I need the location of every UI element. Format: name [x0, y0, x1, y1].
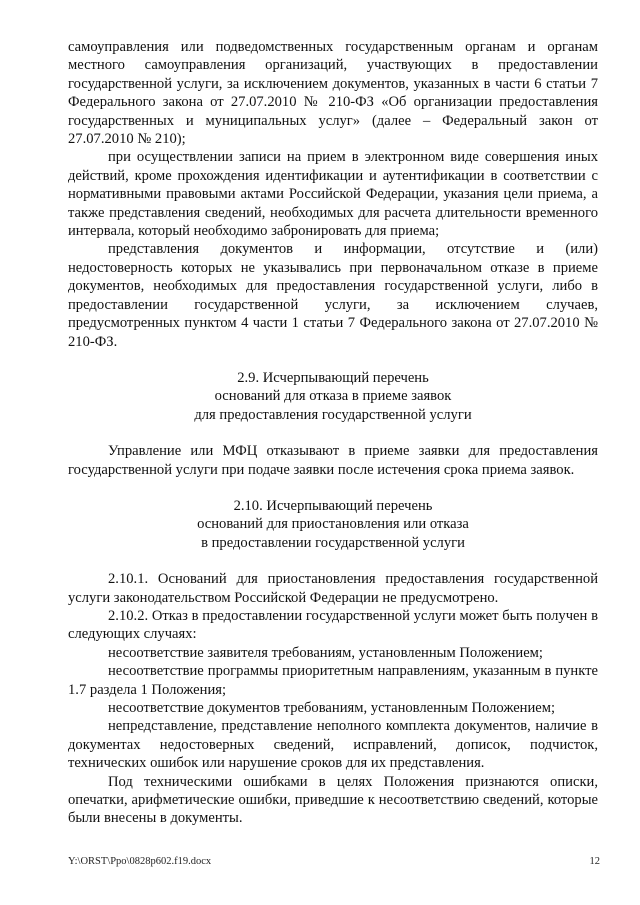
section-heading-line: оснований для отказа в приеме заявок	[214, 388, 452, 405]
paragraph: представления документов и информации, отсутствие и (или) недостоверность которых не указывались при первоначальном отказе в приеме документов, необходимых для предоставления государственной услуги, либо в предоставлении государственной услуги, за исключением случаев, предусмотренных пунктом 4 части 1 статьи 7 Федерального закона от 27.07.2010 № 210-ФЗ.	[68, 241, 598, 350]
paragraph: Управление или МФЦ отказывают в приеме заявки для предоставления государственной услуги при подаче заявки после истечения срока приема заявок.	[68, 443, 598, 478]
list-item: непредставление, представление неполного комплекта документов, наличие в документах недостоверных сведений, исправлений, дописок, подчисток, технических ошибок или нарушение сроков для их представления.	[68, 718, 598, 772]
section-heading-line: в предоставлении государственной услуги	[201, 534, 465, 551]
section-heading-line: 2.9. Исчерпывающий перечень	[237, 369, 429, 386]
section-heading-line: 2.10. Исчерпывающий перечень	[233, 497, 433, 514]
page-number: 12	[589, 856, 600, 867]
section-heading-line: для предоставления государственной услуги	[194, 406, 472, 423]
paragraph: при осуществлении записи на прием в электронном виде совершения иных действий, кроме прохождения идентификации и аутентификации в соответствии с нормативными правовыми актами Российской Федерации, указания цели приема, а также представления сведений, необходимых для расчета длительности временного интервала, который необходимо забронировать для приема;	[68, 149, 598, 240]
list-item: несоответствие заявителя требованиям, установленным Положением;	[108, 644, 543, 661]
section-heading-line: оснований для приостановления или отказа	[197, 516, 469, 533]
paragraph: 2.10.1. Оснований для приостановления предоставления государственной услуги законодательством Российской Федерации не предусмотрено.	[68, 571, 598, 606]
document-body	[68, 38, 598, 828]
file-path: Y:\ORST\Ppo\0828p602.f19.docx	[68, 856, 212, 867]
paragraph: самоуправления или подведомственных государственным органам и органам местного самоуправления организаций, участвующих в предоставлении государственной услуги, за исключением документов, указанных в части 6 статьи 7 Федерального закона от 27.07.2010 № 210-ФЗ «Об организации предоставления государственных и муниципальных услуг» (далее – Федеральный закон от 27.07.2010 № 210);	[68, 39, 598, 148]
paragraph: Под техническими ошибками в целях Положения признаются описки, опечатки, арифметические ошибки, приведшие к несоответствию сведений, которые были внесены в документы.	[68, 773, 598, 827]
list-item: несоответствие программы приоритетным направлениям, указанным в пункте 1.7 раздела 1 Положения;	[68, 663, 598, 698]
paragraph: 2.10.2. Отказ в предоставлении государственной услуги может быть получен в следующих случаях:	[68, 607, 598, 643]
list-item: несоответствие документов требованиям, установленным Положением;	[108, 700, 556, 716]
